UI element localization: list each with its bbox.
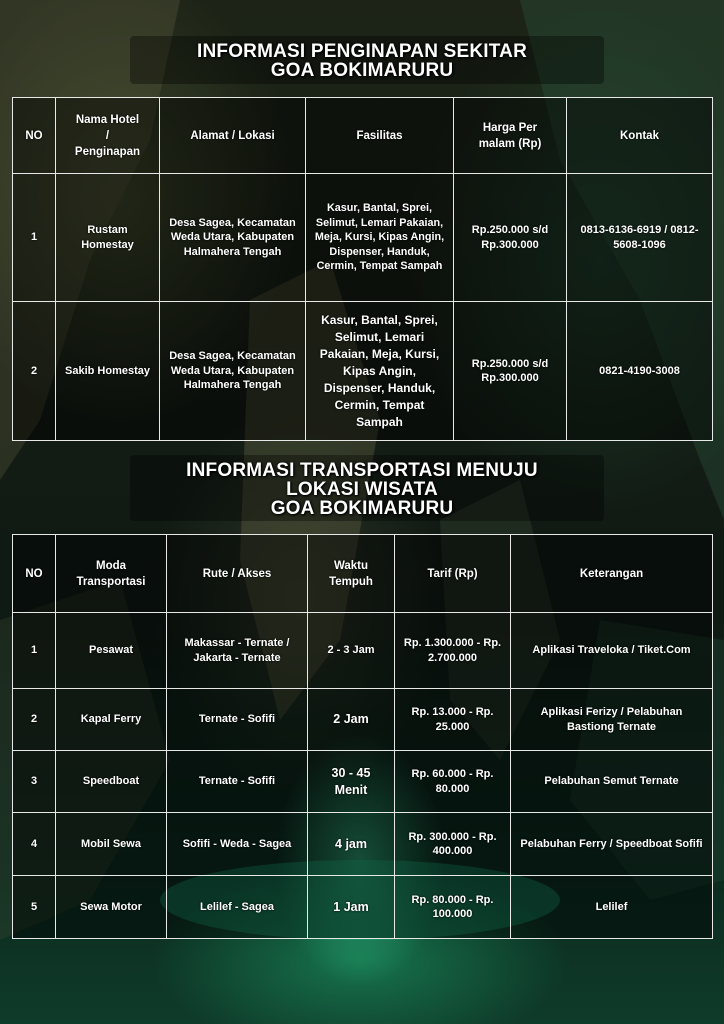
table-row [13,813,713,876]
header-price-a: Harga Per [482,121,538,134]
row-notes: Aplikasi Ferizy / Pelabuhan Bastiong Ternate [511,689,713,751]
row-no: 2 [13,302,56,441]
row-time: 1 Jam [308,876,395,939]
row-time: 30 - 45 Menit [308,751,395,813]
table-row [13,876,713,939]
header-notes: Keterangan [511,535,713,613]
transport-table [12,534,713,939]
lodging-title-line1: INFORMASI PENGINAPAN SEKITAR [196,41,528,62]
row-hotel-name: Rustam Homestay [56,174,160,302]
row-facilities: Kasur, Bantal, Sprei, Selimut, Lemari Pakaian, Meja, Kursi, Kipas Angin, Dispenser, Handuk, Cermin, Tempat Sampah [306,302,454,441]
row-fare: Rp. 80.000 - Rp. 100.000 [395,876,511,939]
row-notes: Aplikasi Traveloka / Tiket.Com [511,613,713,689]
row-notes: Pelabuhan Semut Ternate [511,751,713,813]
row-notes: Lelilef [511,876,713,939]
row-address: Desa Sagea, Kecamatan Weda Utara, Kabupaten Halmahera Tengah [160,174,306,302]
table-row [13,174,713,302]
row-route: Ternate - Sofifi [167,751,308,813]
row-mode: Pesawat [56,613,167,689]
row-no: 4 [13,813,56,876]
row-mode: Speedboat [56,751,167,813]
header-contact: Kontak [567,98,713,174]
row-notes: Pelabuhan Ferry / Speedboat Sofifi [511,813,713,876]
transport-title-line2: LOKASI WISATA [286,479,438,500]
table-header-row [13,535,713,613]
row-time: 2 Jam [308,689,395,751]
row-facilities: Kasur, Bantal, Sprei, Selimut, Lemari Pakaian, Meja, Kursi, Kipas Angin, Dispenser, Handuk, Cermin, Tempat Sampah [306,174,454,302]
lodging-table [12,97,713,441]
table-row [13,689,713,751]
row-price: Rp.250.000 s/d Rp.300.000 [454,174,567,302]
header-no: NO [13,535,56,613]
lodging-title [0,42,724,80]
header-hotel-name [56,98,160,174]
header-hotel-name-a: Nama Hotel [75,113,140,126]
header-route: Rute / Akses [167,535,308,613]
header-fare: Tarif (Rp) [395,535,511,613]
row-fare: Rp. 1.300.000 - Rp. 2.700.000 [395,613,511,689]
row-fare: Rp. 300.000 - Rp. 400.000 [395,813,511,876]
row-no: 1 [13,613,56,689]
row-route: Lelilef - Sagea [167,876,308,939]
header-hotel-name-c: Penginapan [74,145,141,158]
row-fare: Rp. 13.000 - Rp. 25.000 [395,689,511,751]
row-route: Sofifi - Weda - Sagea [167,813,308,876]
row-no: 1 [13,174,56,302]
header-hotel-name-b: / [105,129,110,142]
header-price-b: malam (Rp) [478,137,542,150]
table-row [13,751,713,813]
row-address: Desa Sagea, Kecamatan Weda Utara, Kabupaten Halmahera Tengah [160,302,306,441]
row-no: 2 [13,689,56,751]
row-contact: 0813-6136-6919 / 0812-5608-1096 [567,174,713,302]
row-mode: Kapal Ferry [56,689,167,751]
transport-title [0,461,724,518]
row-price: Rp.250.000 s/d Rp.300.000 [454,302,567,441]
table-header-row [13,98,713,174]
row-no: 5 [13,876,56,939]
row-no: 3 [13,751,56,813]
row-mode: Mobil Sewa [56,813,167,876]
header-facilities: Fasilitas [306,98,454,174]
table-row [13,613,713,689]
transport-title-line3: GOA BOKIMARURU [270,498,454,519]
header-time: Waktu Tempuh [308,535,395,613]
header-address: Alamat / Lokasi [160,98,306,174]
row-time: 2 - 3 Jam [308,613,395,689]
header-mode: Moda Transportasi [56,535,167,613]
lodging-title-line2: GOA BOKIMARURU [270,60,454,81]
header-price [454,98,567,174]
row-fare: Rp. 60.000 - Rp. 80.000 [395,751,511,813]
table-row [13,302,713,441]
row-mode: Sewa Motor [56,876,167,939]
row-route: Makassar - Ternate / Jakarta - Ternate [167,613,308,689]
row-route: Ternate - Sofifi [167,689,308,751]
row-hotel-name: Sakib Homestay [56,302,160,441]
transport-title-line1: INFORMASI TRANSPORTASI MENUJU [186,460,538,481]
header-no: NO [13,98,56,174]
row-contact: 0821-4190-3008 [567,302,713,441]
row-time: 4 jam [308,813,395,876]
